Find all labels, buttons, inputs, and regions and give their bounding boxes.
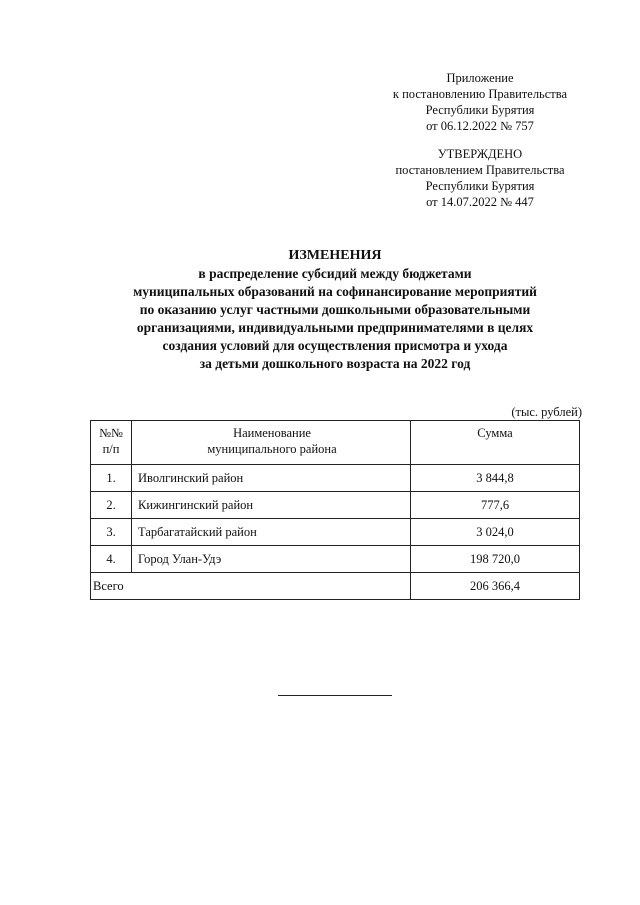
- row-number: 4.: [91, 546, 132, 573]
- row-sum: 198 720,0: [411, 546, 580, 573]
- row-name: Тарбагатайский район: [132, 519, 411, 546]
- total-sum: 206 366,4: [411, 573, 580, 600]
- approved-block: [360, 146, 600, 210]
- title-line-2: муниципальных образований на софинансирование мероприятий: [133, 284, 537, 299]
- table-row: [91, 492, 580, 519]
- closing-line: [278, 695, 392, 696]
- row-name: Город Улан-Удэ: [132, 546, 411, 573]
- table-row: [91, 465, 580, 492]
- title-line-5: создания условий для осуществления присмотра и ухода: [162, 338, 508, 353]
- appendix-line-4: от 06.12.2022 № 757: [426, 119, 534, 133]
- row-number: 3.: [91, 519, 132, 546]
- header-number-line-2: п/п: [102, 442, 120, 456]
- header-name-line-2: муниципального района: [207, 442, 337, 456]
- header-number: [91, 421, 132, 465]
- appendix-block: [360, 70, 600, 134]
- row-number: 2.: [91, 492, 132, 519]
- appendix-line-2: к постановлению Правительства: [392, 87, 568, 101]
- title-line-4: организациями, индивидуальными предпринимателями в целях: [136, 320, 534, 335]
- table-row: [91, 519, 580, 546]
- total-label: Всего: [91, 573, 411, 600]
- table-row: [91, 546, 580, 573]
- header-name: [132, 421, 411, 465]
- units-note: (тыс. рублей): [511, 405, 582, 419]
- row-number: 1.: [91, 465, 132, 492]
- title-line-3: по оказанию услуг частными дошкольными образовательными: [139, 302, 531, 317]
- approved-line-1: УТВЕРЖДЕНО: [437, 147, 523, 161]
- row-sum: 3 024,0: [411, 519, 580, 546]
- title-line-6: за детьми дошкольного возраста на 2022 год: [199, 356, 471, 371]
- subsidy-table: [90, 420, 580, 600]
- approved-line-3: Республики Бурятия: [425, 179, 535, 193]
- approved-line-4: от 14.07.2022 № 447: [426, 195, 534, 209]
- header-name-line-1: Наименование: [233, 426, 311, 440]
- row-name: Кижингинский район: [132, 492, 411, 519]
- title-line-1: в распределение субсидий между бюджетами: [198, 266, 472, 281]
- header-number-line-1: №№: [99, 426, 123, 440]
- appendix-line-3: Республики Бурятия: [425, 103, 535, 117]
- row-sum: 3 844,8: [411, 465, 580, 492]
- table-header-row: [91, 421, 580, 465]
- document-title: [80, 247, 590, 373]
- header-sum: Сумма: [411, 421, 580, 465]
- total-row: [91, 573, 580, 600]
- appendix-line-1: Приложение: [446, 71, 514, 85]
- title-main: ИЗМЕНЕНИЯ: [288, 248, 382, 263]
- approved-line-2: постановлением Правительства: [395, 163, 565, 177]
- row-sum: 777,6: [411, 492, 580, 519]
- row-name: Иволгинский район: [132, 465, 411, 492]
